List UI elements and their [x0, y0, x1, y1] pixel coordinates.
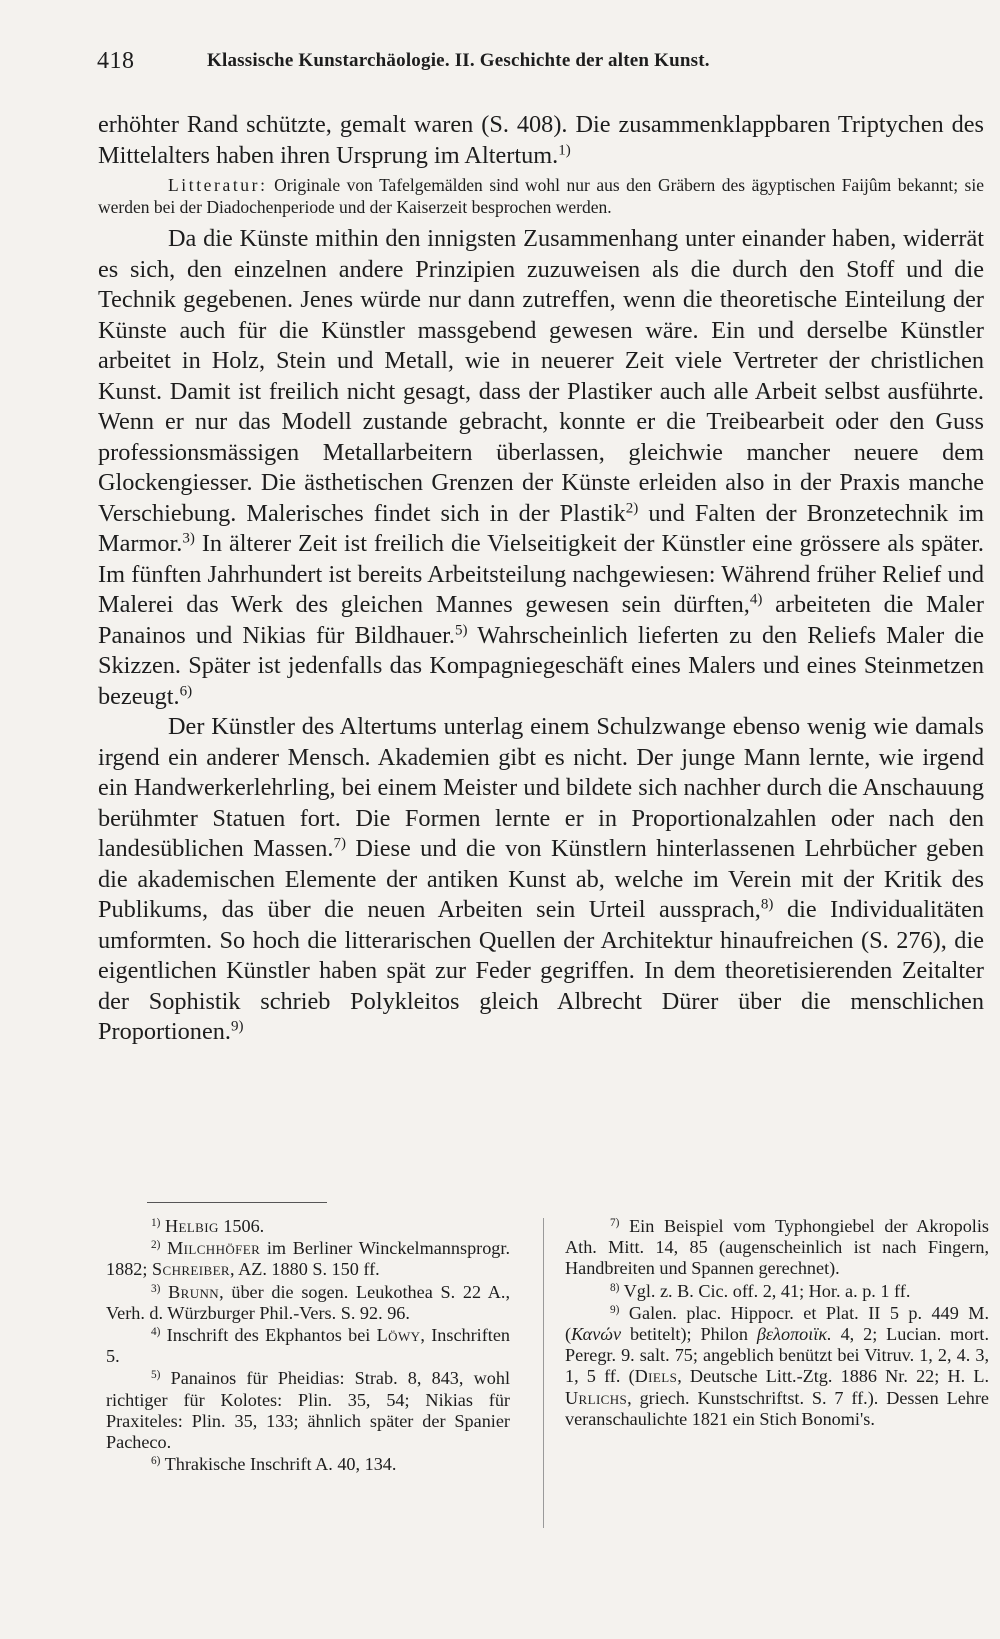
footnote-ref: 1): [558, 142, 571, 159]
footnote-ref: 6): [179, 683, 193, 700]
literature-label: Litteratur:: [168, 175, 268, 195]
footnote: $^{5)}$ Panainos für Pheidias: Strab. 8, 843, wohl richtiger für Kolotes: Plin. 35, 54; Nikias für Praxiteles: Plin. 35, 133; ähnlich später der Spanier Pacheco.: [106, 1368, 510, 1453]
footnote: $^{3)}$ Brunn, über die sogen. Leukothea S. 22 A., Verh. d. Würzburger Phil.-Vers. S. 92. 96.: [106, 1281, 510, 1323]
paragraph-continuation: erhöhter Rand schützte, gemalt waren (S. 408). Die zusammenklappbaren Triptychen des Mittelalters haben ihren Ursprung im Altertum.$^{1)}$: [98, 111, 984, 169]
footnote: $^{1)}$ Helbig 1506.: [151, 1216, 265, 1236]
footnote-ref: 9): [230, 1018, 244, 1035]
footnote: $^{6)}$ Thrakische Inschrift A. 40, 134.: [151, 1454, 397, 1475]
footnote: $^{2)}$ Milchhöfer im Berliner Winckelmannsprogr. 1882; Schreiber, AZ. 1880 S. 150 ff.: [106, 1238, 511, 1280]
page-number: 418: [97, 48, 135, 74]
footnotes-right-column: [565, 1216, 989, 1431]
paragraph-kuenstler: Der Künstler des Altertums unterlag einem Schulzwange ebenso wenig wie damals irgend ein anderer Mensch. Akademien gibt es nicht. Der junge Mann lernte, wie irgend ein Handwerkerlehrling, bei einem Meister und bildete sich nachher durch die Anschauung berühmter Statuen fort. Die Formen lernte er in Proportionalzahlen oder nach den landesüblichen Massen.$^{7)}$ Diese und die von Künstlern hinterlassenen Lehrbücher geben die akademischen Elemente der antiken Kunst ab, welche im Verein mit der Kritik des Publikums, das über die neuen Arbeiten sein Urteil aussprach,$^{8)}$ die Individualitäten umformten. So hoch die litterarischen Quellen der Architektur hinaufreichen (S. 276), die eigentlichen Künstler haben spät zur Feder gegriffen. In dem theoretisierenden Zeitalter der Sophistik schrieb Polykleitos gleich Albrecht Dürer über die menschlichen Proportionen.$^{9)}$: [98, 713, 984, 1045]
footnote: $^{7)}$ Ein Beispiel vom Typhongiebel der Akropolis Ath. Mitt. 14, 85 (augenscheinlich ist nach Fingern, Handbreiten und Spannen gerechnet).: [565, 1216, 989, 1279]
footnote-ref: 2): [625, 500, 639, 517]
footnote: $^{9)}$ Galen. plac. Hippocr. et Plat. II 5 p. 449 M. (Κανών betitelt); Philon βελοποιϊκ. 4, 2; Lucian. mort. Peregr. 9. salt. 75; angeblich benützt bei Vitruv. 1, 2, 4. 3, 1, 5 ff. (Diels, Deutsche Litt.-Ztg. 1886 Nr. 22; H. L. Urlichs, griech. Kunstschriftst. S. 7 ff.). Dessen Lehre veranschaulichte 1821 ein Stich Bonomi's.: [565, 1302, 989, 1429]
footnote-ref: 5): [455, 622, 468, 639]
running-head: Klassische Kunstarchäologie. II. Geschichte der alten Kunst.: [207, 50, 710, 71]
footnote-ref: 4): [749, 591, 763, 608]
literature-note: Litteratur: Originale von Tafelgemälden sind wohl nur aus den Gräbern des ägyptischen Faijûm bekannt; sie werden bei der Diadochenperiode und der Kaiserzeit besprochen werden.: [98, 175, 984, 217]
page-header: [97, 48, 977, 78]
footnote-ref: 3): [182, 530, 195, 547]
main-text: [98, 110, 984, 1048]
footnotes-left-column: [106, 1216, 510, 1476]
footnote: $^{8)}$ Vgl. z. B. Cic. off. 2, 41; Hor. a. p. 1 ff.: [610, 1280, 911, 1301]
footnote: $^{4)}$ Inschrift des Ekphantos bei Löwy, Inschriften 5.: [106, 1325, 511, 1367]
column-divider: [543, 1218, 544, 1528]
footnote-rule: [147, 1202, 327, 1203]
footnote-ref: 7): [333, 835, 346, 852]
footnote-ref: 8): [760, 896, 774, 913]
paragraph-kuenste: Da die Künste mithin den innigsten Zusammenhang unter einander haben, widerrät es sich, den einzelnen andere Prinzipien zuzuweisen als die durch den Stoff und die Technik gegebenen. Jenes würde nur dann zutreffen, wenn die theoretische Einteilung der Künste auch für die Künstler massgebend gewesen wäre. Ein und derselbe Künstler arbeitet in Holz, Stein und Metall, wie in neuerer Zeit viele Vertreter der christlichen Kunst. Damit ist freilich nicht gesagt, dass der Plastiker auch alle Arbeit selbst ausführte. Wenn er nur das Modell zustande gebracht, konnte er die Treibearbeit oder den Guss professionsmässigen Metallarbeitern überlassen, gleichwie mancher neuere dem Glockengiesser. Die ästhetischen Grenzen der Künste erleiden also in der Praxis manche Verschiebung. Malerisches findet sich in der Plastik$^{2)}$ und Falten der Bronzetechnik im Marmor.$^{3)}$ In älterer Zeit ist freilich die Vielseitigkeit der Künstler eine grössere als später. Im fünften Jahrhundert ist bereits Arbeitsteilung nachgewiesen: Während früher Relief und Malerei das Werk des gleichen Mannes gewesen sein dürften,$^{4)}$ arbeiteten die Maler Panainos und Nikias für Bildhauer.$^{5)}$ Wahrscheinlich lieferten zu den Reliefs Maler die Skizzen. Später ist jedenfalls das Kompagniegeschäft eines Malers und eines Steinmetzen bezeugt.$^{6)}$: [98, 225, 985, 710]
